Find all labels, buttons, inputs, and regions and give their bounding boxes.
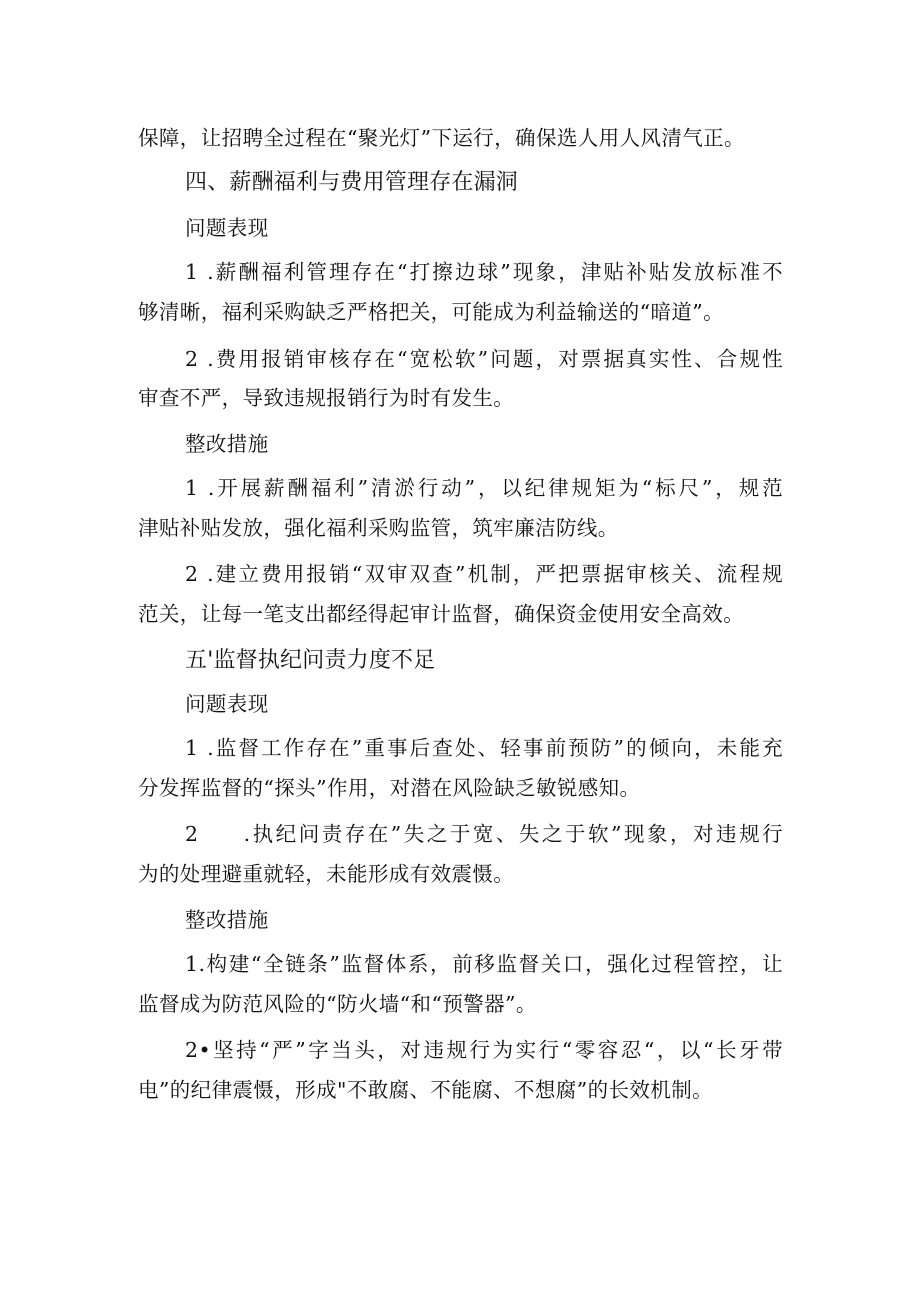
paragraph-line: 电”的纪律震慑，形成"不敢腐、不能腐、不想腐”的长效机制。 — [138, 1078, 713, 1102]
paragraph-line: 2•坚持“严”字当头，对违规行为实行“零容忍“，以“长牙带 — [185, 1038, 783, 1062]
paragraph-line: 1 .薪酬福利管理存在“打擦边球”现象，津贴补贴发放标准不 — [185, 260, 783, 284]
section-heading-5: 五'监督执纪问责力度不足 — [185, 648, 436, 673]
paragraph-line: 2 .建立费用报销“双审双查”机制，严把票据审核关、流程规 — [185, 562, 783, 586]
paragraph-line: 1.构建“全链条”监督体系，前移监督关口，强化过程管控，让 — [185, 952, 783, 976]
paragraph-line: 2 .执纪问责存在”失之于宽、失之于软”现象，对违规行 — [185, 822, 783, 846]
section-heading-4: 四、薪酬福利与费用管理存在漏洞 — [185, 170, 519, 195]
subheading-problem-4: 问题表现 — [185, 216, 269, 240]
paragraph-line: 1 .开展薪酬福利”清淤行动”，以纪律规矩为“标尺”，规范 — [185, 476, 783, 500]
subheading-measures-4: 整改措施 — [185, 432, 269, 456]
paragraph-line: 为的处理避重就轻，未能形成有效震慑。 — [138, 862, 515, 886]
paragraph-line: 津贴补贴发放，强化福利采购监管，筑牢廉洁防线。 — [138, 516, 619, 540]
paragraph-line: 1 .监督工作存在”重事后查处、轻事前预防”的倾向，未能充 — [185, 736, 783, 760]
paragraph-line: 范关，让每一笔支出都经得起审计监督，确保资金使用安全高效。 — [138, 602, 745, 626]
paragraph-line: 够清晰，福利采购缺乏严格把关，可能成为利益输送的“暗道”。 — [138, 300, 725, 324]
paragraph-line: 监督成为防范风险的“防火墙“和“预警器”。 — [138, 992, 537, 1016]
subheading-measures-5: 整改措施 — [185, 908, 269, 932]
paragraph-line: 分发挥监督的“探头”作用，对潜在风险缺乏敏锐感知。 — [138, 776, 641, 800]
subheading-problem-5: 问题表现 — [185, 692, 269, 716]
paragraph-line: 2 .费用报销审核存在“宽松软”问题，对票据真实性、合规性 — [185, 347, 783, 371]
paragraph-line: 保障，让招聘全过程在“聚光灯”下运行，确保选人用人风清气正。 — [138, 126, 745, 150]
paragraph-line: 审查不严，导致违规报销行为时有发生。 — [138, 386, 515, 410]
